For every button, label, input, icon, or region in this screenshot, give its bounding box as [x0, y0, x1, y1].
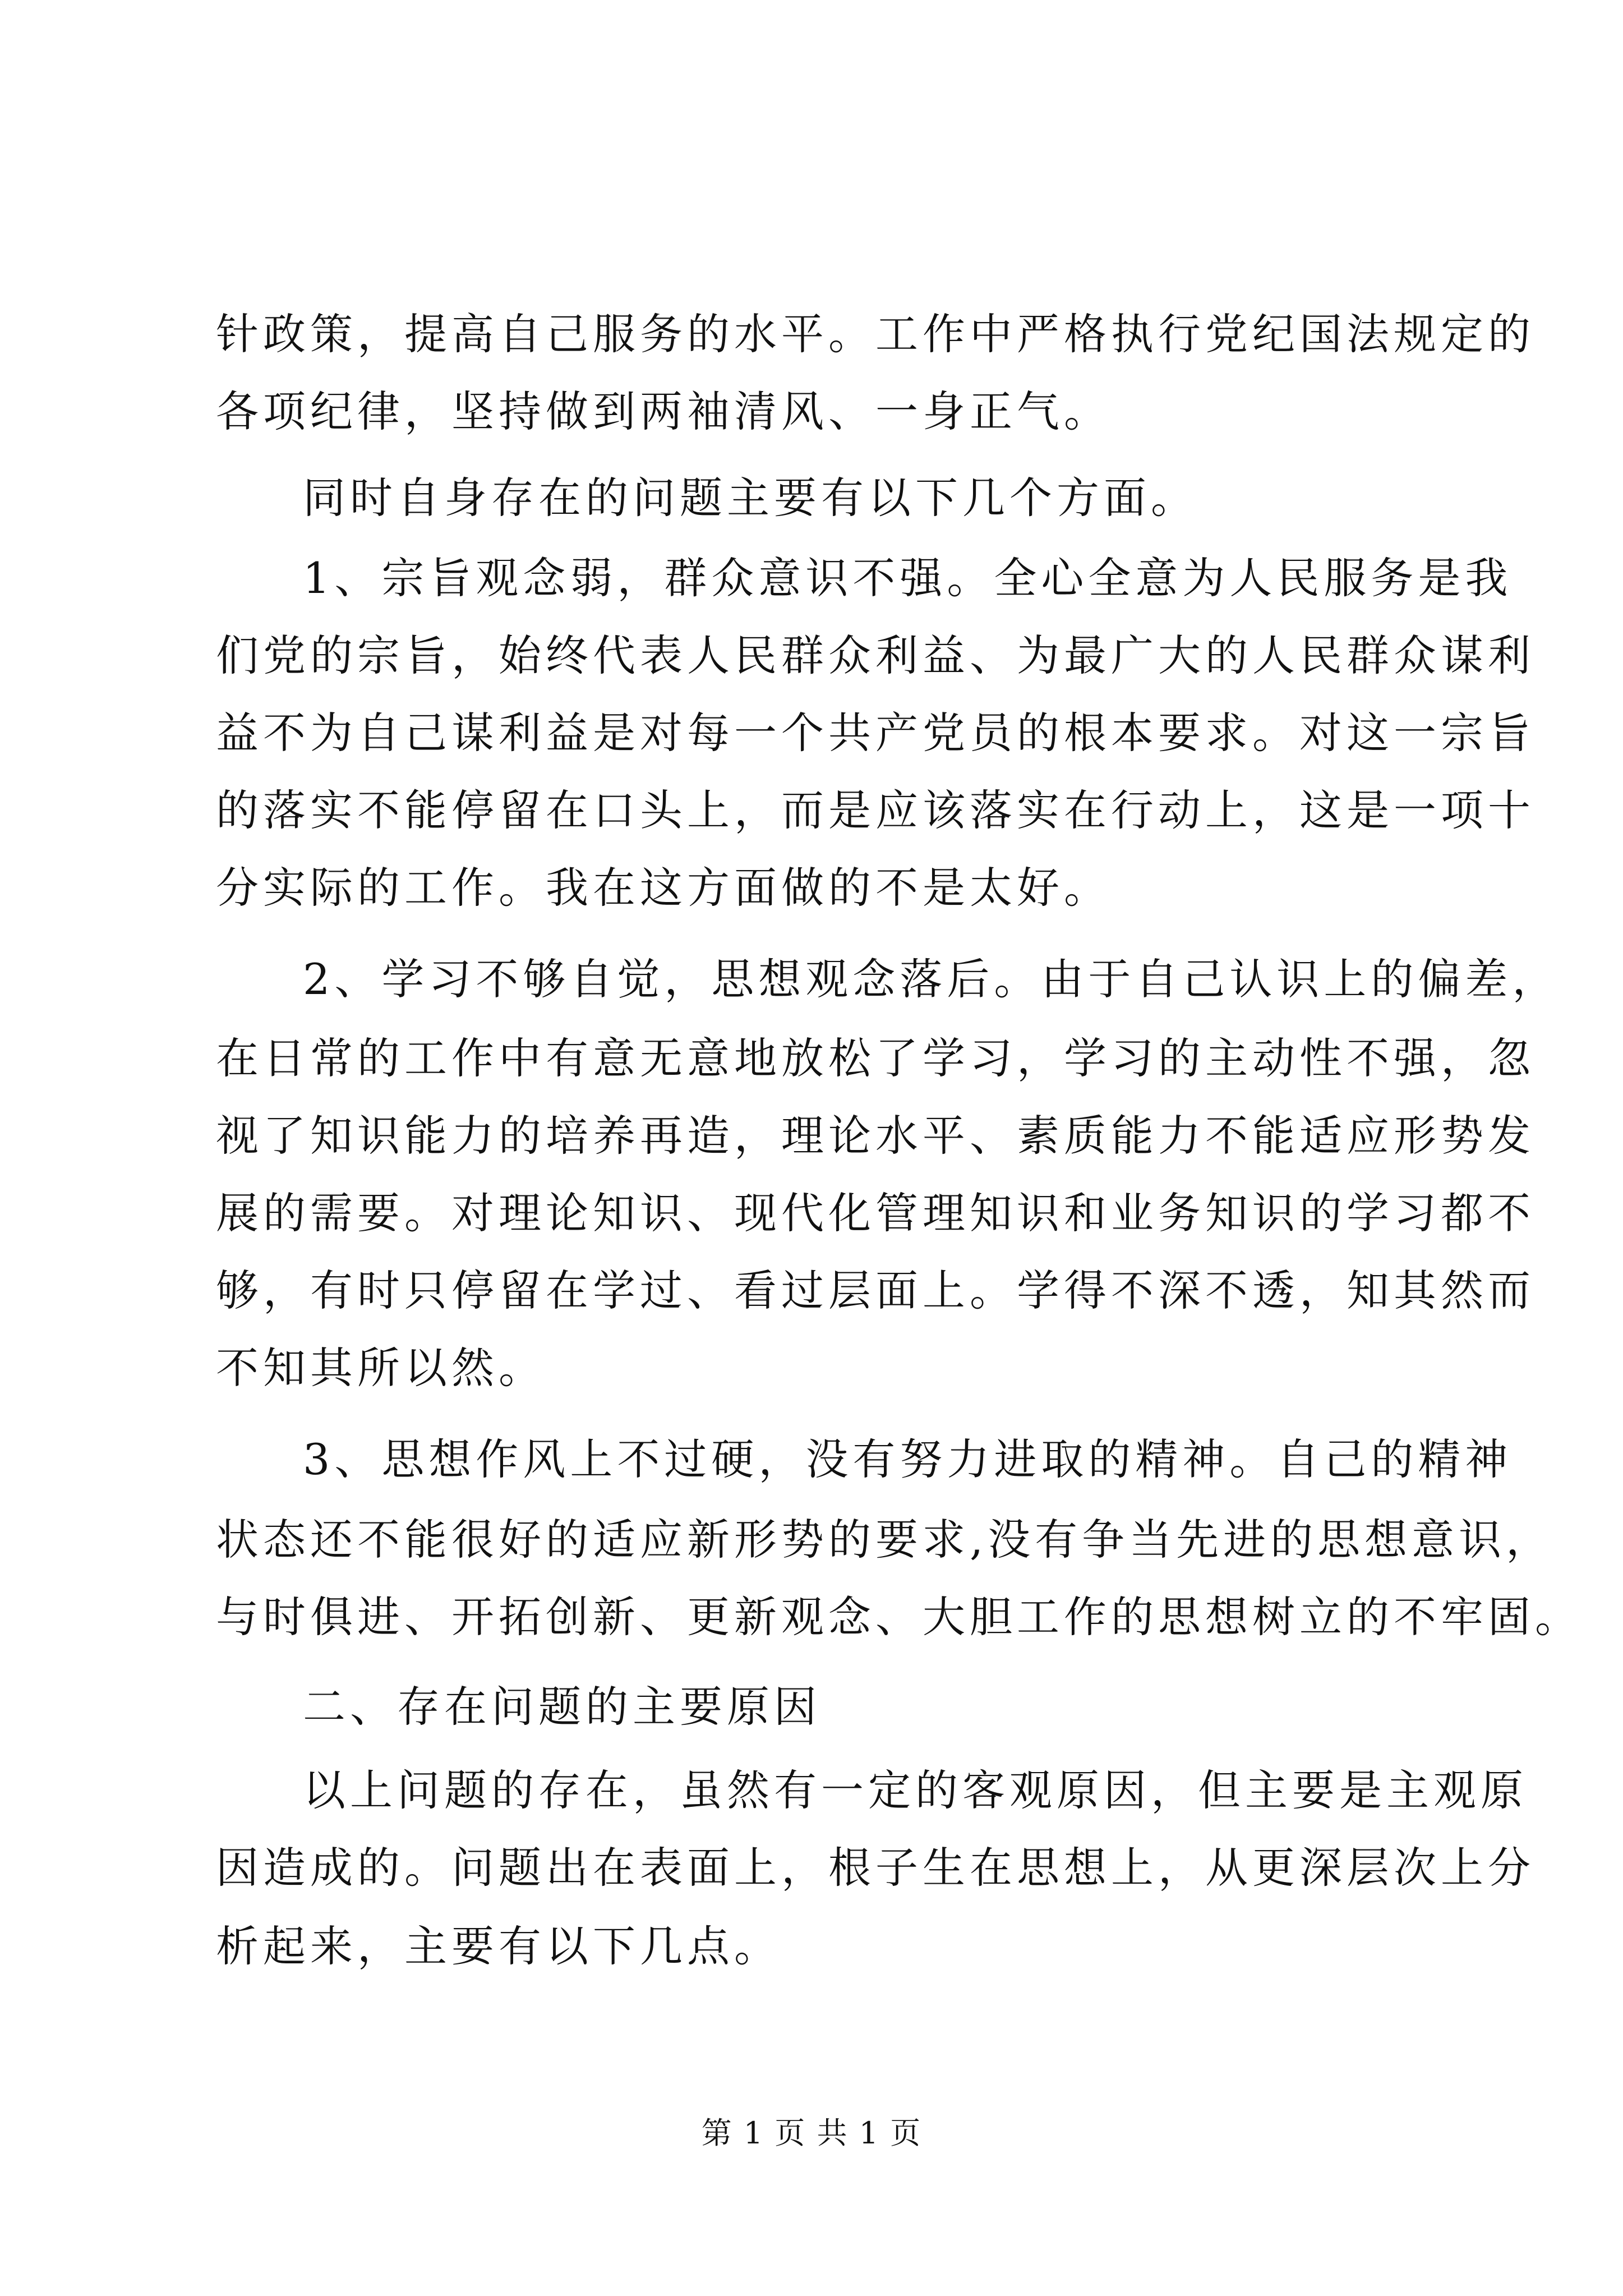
- paragraph-line-4: 1、宗旨观念弱，群众意识不强。全心全意为人民服务是我: [303, 553, 1513, 603]
- paragraph-line-21: 析起来，主要有以下几点。: [216, 1921, 781, 1971]
- section-heading: 二、存在问题的主要原因: [303, 1682, 821, 1732]
- page-footer: 第 1 页 共 1 页: [701, 2115, 922, 2151]
- paragraph-line-2: 各项纪律，坚持做到两袖清风、一身正气。: [216, 386, 1111, 436]
- paragraph-line-8: 分实际的工作。我在这方面做的不是太好。: [216, 863, 1111, 913]
- paragraph-line-1: 针政策，提高自己服务的水平。工作中严格执行党纪国法规定的: [216, 309, 1535, 359]
- paragraph-line-6: 益不为自己谋利益是对每一个共产党员的根本要求。对这一宗旨: [216, 708, 1535, 758]
- paragraph-line-13: 够，有时只停留在学过、看过层面上。学得不深不透，知其然而: [216, 1266, 1535, 1315]
- paragraph-line-9: 2、学习不够自觉，思想观念落后。由于自己认识上的偏差，: [303, 954, 1560, 1004]
- paragraph-line-10: 在日常的工作中有意无意地放松了学习，学习的主动性不强，忽: [216, 1033, 1535, 1083]
- paragraph-line-5: 们党的宗旨，始终代表人民群众利益、为最广大的人民群众谋利: [216, 631, 1535, 680]
- paragraph-line-17: 与时俱进、开拓创新、更新观念、大胆工作的思想树立的不牢固。: [216, 1592, 1582, 1642]
- paragraph-line-11: 视了知识能力的培养再造，理论水平、素质能力不能适应形势发: [216, 1111, 1535, 1161]
- paragraph-line-15: 3、思想作风上不过硬，没有努力进取的精神。自己的精神: [303, 1434, 1513, 1484]
- paragraph-line-3: 同时自身存在的问题主要有以下几个方面。: [303, 473, 1198, 523]
- paragraph-line-12: 展的需要。对理论知识、现代化管理知识和业务知识的学习都不: [216, 1188, 1535, 1238]
- paragraph-line-19: 以上问题的存在，虽然有一定的客观原因，但主要是主观原: [303, 1765, 1528, 1815]
- paragraph-line-14: 不知其所以然。: [216, 1343, 546, 1393]
- paragraph-line-7: 的落实不能停留在口头上，而是应该落实在行动上，这是一项十: [216, 785, 1535, 835]
- paragraph-line-16: 状态还不能很好的适应新形势的要求,没有争当先进的思想意识，: [216, 1515, 1553, 1565]
- paragraph-line-20: 因造成的。问题出在表面上，根子生在思想上，从更深层次上分: [216, 1843, 1535, 1893]
